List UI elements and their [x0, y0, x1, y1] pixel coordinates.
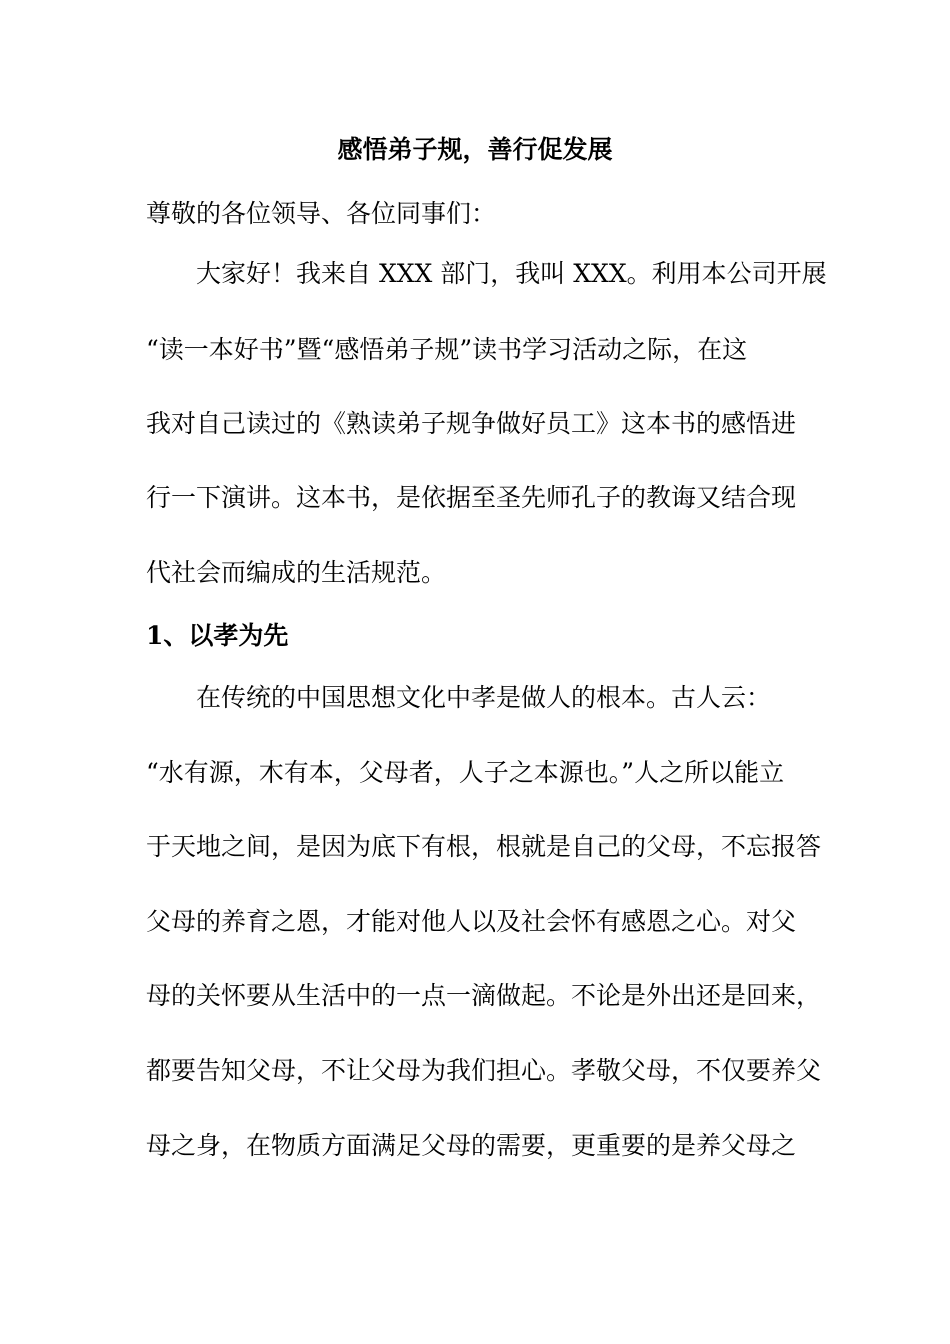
section-heading: 1、以孝为先	[146, 621, 289, 650]
section-line: 父母的养育之恩，才能对他人以及社会怀有感恩之心。对父	[146, 907, 797, 936]
document-title: 感悟弟子规，善行促发展	[337, 135, 613, 164]
intro-line: 行一下演讲。这本书，是依据至圣先师孔子的教诲又结合现	[146, 483, 797, 512]
intro-line: 大家好！我来自 XXX 部门，我叫 XXX。利用本公司开展	[196, 259, 827, 288]
section-line: 母之身，在物质方面满足父母的需要，更重要的是养父母之	[146, 1131, 797, 1160]
section-line: 在传统的中国思想文化中孝是做人的根本。古人云：	[196, 683, 772, 712]
section-line: 母的关怀要从生活中的一点一滴做起。不论是外出还是回来，	[146, 981, 822, 1010]
section-line: 都要告知父母，不让父母为我们担心。孝敬父母，不仅要养父	[146, 1056, 822, 1085]
intro-line: 我对自己读过的《熟读弟子规争做好员工》这本书的感悟进	[146, 409, 797, 438]
section-line: “水有源，木有本，父母者，人子之本源也。”人之所以能立	[146, 758, 785, 787]
intro-line: “读一本好书”暨“感悟弟子规”读书学习活动之际，在这	[146, 335, 748, 364]
intro-line: 代社会而编成的生活规范。	[146, 558, 447, 587]
section-line: 于天地之间，是因为底下有根，根就是自己的父母，不忘报答	[146, 832, 822, 861]
salutation: 尊敬的各位领导、各位同事们：	[146, 199, 497, 228]
